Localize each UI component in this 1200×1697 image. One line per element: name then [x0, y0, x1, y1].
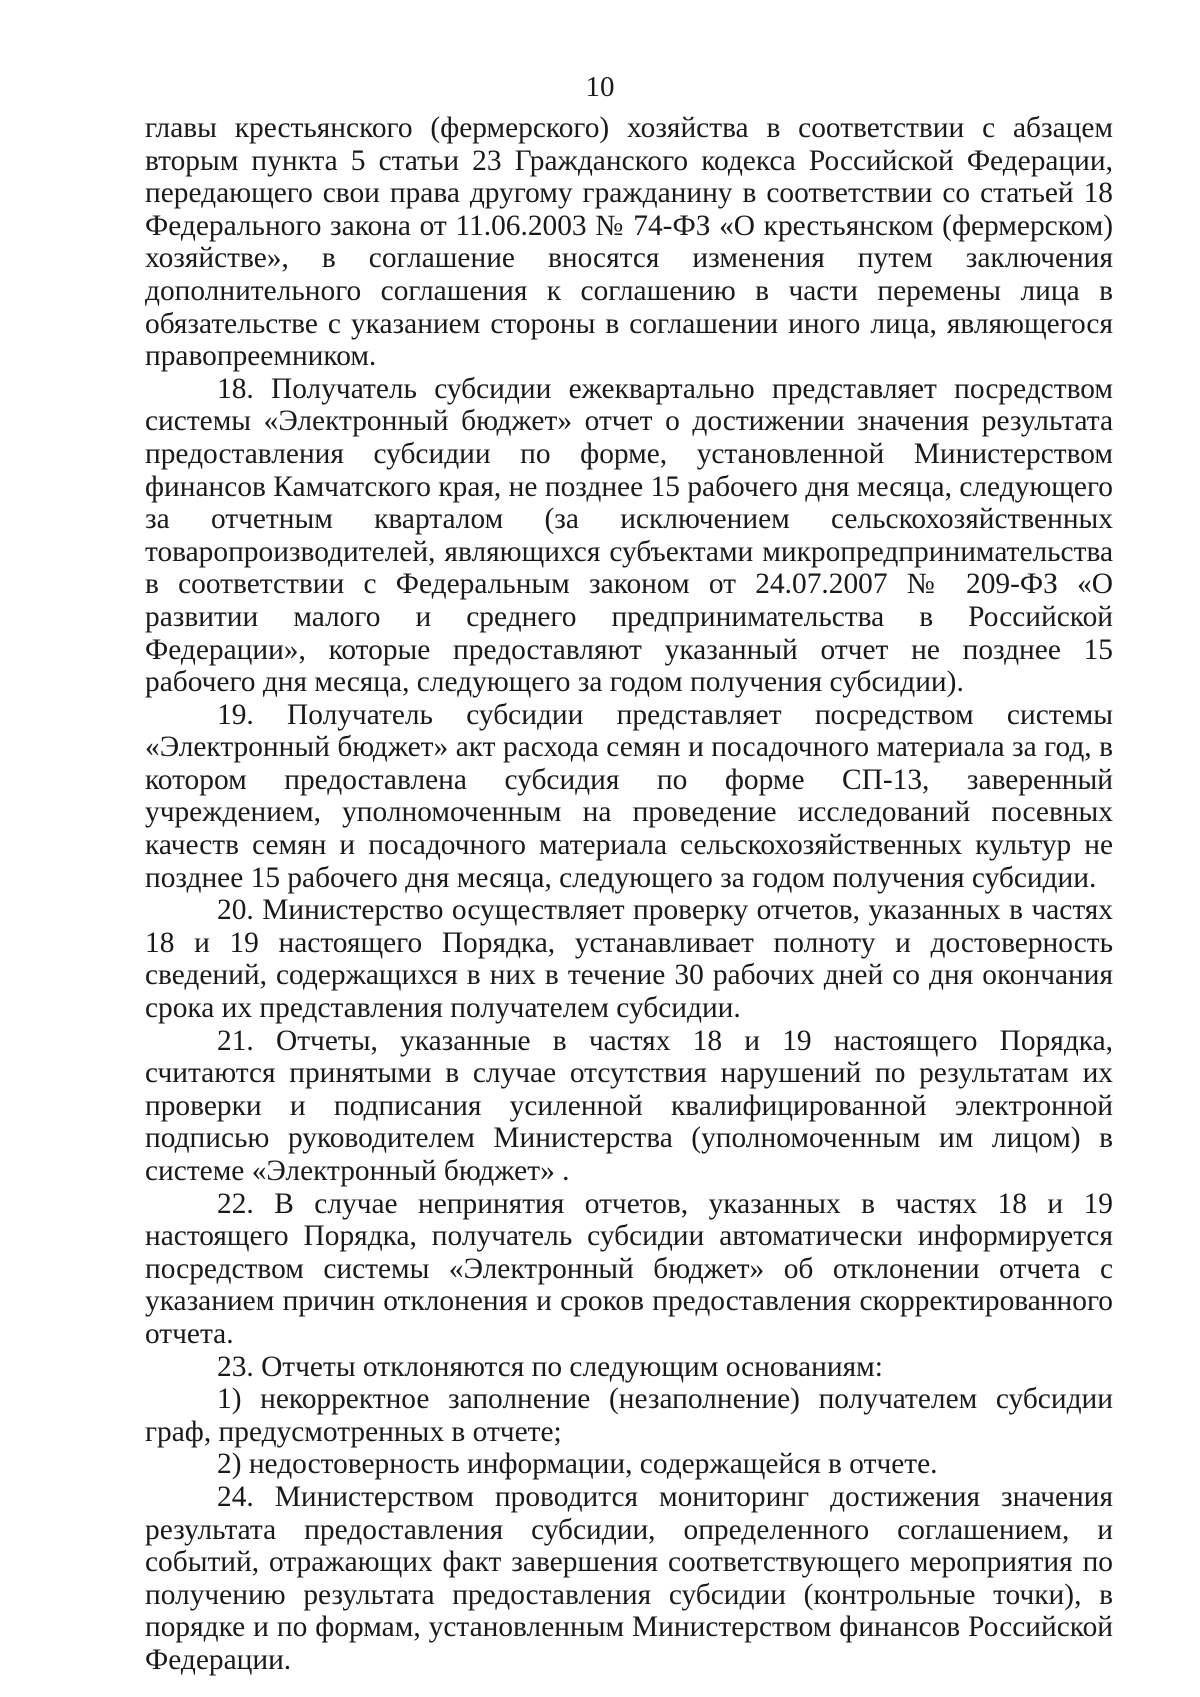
paragraph-item-21: 21. Отчеты, указанные в частях 18 и 19 настоящего Порядка, считаются принятыми в случае отсутствия нарушений по результатам их проверки и подписания усиленной квалифицированной электронной подписью руководителем Министерства (уполномоченным им лицом) в системе «Электронный бюджет» . [145, 1024, 1113, 1187]
page-number: 10 [585, 71, 615, 103]
paragraph-item-18: 18. Получатель субсидии ежеквартально представляет посредством системы «Электронный бюджет» отчет о достижении значения результата предоставления субсидии по форме, установленной Министерством финансов Камчатского края, не позднее 15 рабочего дня месяца, следующего за отчетным кварталом (за исключением сельскохозяйственных товаропроизводителей, являющихся субъектами микропредпринимательства в соответствии с Федеральным законом от 24.07.2007 № 209-ФЗ «О развитии малого и среднего предпринимательства в Российской Федерации», которые предоставляют указанный отчет не позднее 15 рабочего дня месяца, следующего за годом получения субсидии). [145, 372, 1113, 699]
paragraph-item-23-1: 1) некорректное заполнение (незаполнение) получателем субсидии граф, предусмотренных в отчете; [145, 1383, 1113, 1448]
paragraph-item-23-2: 2) недостоверность информации, содержащейся в отчете. [217, 1448, 938, 1481]
paragraph-item-24: 24. Министерством проводится мониторинг достижения значения результата предоставления субсидии, определенного соглашением, и событий, отражающих факт завершения соответствующего мероприятия по получению результата предоставления субсидии (контрольные точки), в порядке и по формам, установленным Министерством финансов Российской Федерации. [145, 1480, 1113, 1676]
paragraph-item-20: 20. Министерство осуществляет проверку отчетов, указанных в частях 18 и 19 настоящего Порядка, устанавливает полноту и достоверность сведений, содержащихся в них в течение 30 рабочих дней со дня окончания срока их представления получателем субсидии. [145, 894, 1113, 1025]
document-body [145, 112, 1113, 1677]
paragraph-item-19: 19. Получатель субсидии представляет посредством системы «Электронный бюджет» акт расхода семян и посадочного материала за год, в котором предоставлена субсидия по форме СП-13, заверенный учреждением, уполномоченным на проведение исследований посевных качеств семян и посадочного материала сельскохозяйственных культур не позднее 15 рабочего дня месяца, следующего за годом получения субсидии. [145, 698, 1113, 894]
paragraph-item-22: 22. В случае непринятия отчетов, указанных в частях 18 и 19 настоящего Порядка, получатель субсидии автоматически информируется посредством системы «Электронный бюджет» об отклонении отчета с указанием причин отклонения и сроков предоставления скорректированного отчета. [145, 1187, 1113, 1350]
paragraph-continuation: главы крестьянского (фермерского) хозяйства в соответствии с абзацем вторым пункта 5 статьи 23 Гражданского кодекса Российской Федерации, передающего свои права другому гражданину в соответствии со статьей 18 Федерального закона от 11.06.2003 № 74-ФЗ «О крестьянском (фермерском) хозяйстве», в соглашение вносятся изменения путем заключения дополнительного соглашения к соглашению в части перемены лица в обязательстве с указанием стороны в соглашении иного лица, являющегося правопреемником. [145, 112, 1113, 373]
paragraph-item-23: 23. Отчеты отклоняются по следующим основаниям: [217, 1350, 883, 1383]
